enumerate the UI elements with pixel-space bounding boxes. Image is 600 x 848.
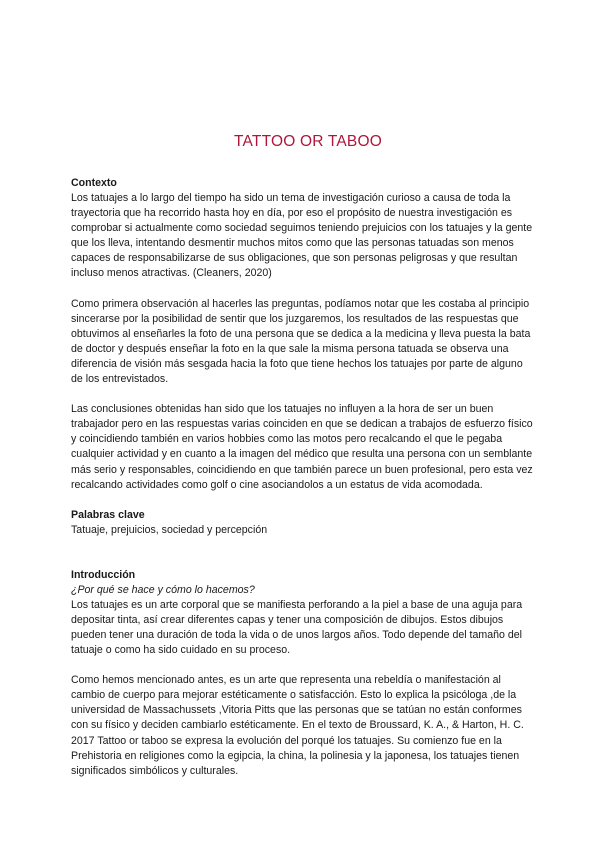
section-heading-palabras-clave: Palabras clave [71,508,145,521]
section-heading-introduccion: Introducción [71,568,136,581]
paragraph: Los tatuajes es un arte corporal que se manifiesta perforando a la piel a base de una aguja para depositar tinta, así crear diferentes capas y tener una composición de dibujos. Estos dibujos pueden tener una duración de toda la vida o de unos largos años. Todo depende del tamaño del tatuaje o como ha sido cuidado en su proceso. [71,598,523,657]
paragraph: Como hemos mencionado antes, es un arte que representa una rebeldía o manifestación al cambio de cuerpo para mejorar estéticamente o satisfacción. Esto lo explica la psicóloga ,de la universidad de Massachussets ,Vitoria Pitts que las personas que se tatúan no están conformes con su físico y deciden cambiarlo estéticamente. En el texto de Broussard, K. A., & Harton, H. C. 2017 Tattoo or taboo se expresa la evolución del porqué los tatuajes. Su comienzo fue en la Prehistoria en religiones como la egipcia, la china, la polinesia y la japonesa, los tatuajes tienen significados simbólicos y culturales. [71,674,524,777]
paragraph: Los tatuajes a lo largo del tiempo ha sido un tema de investigación curioso a causa de toda la trayectoria que ha recorrido hasta hoy en día, por eso el propósito de nuestra investigación es comprobar si actualmente como sociedad seguimos teniendo prejuicios con los tatuajes y la gente que los lleva, intentando desmentir muchos mitos como que las personas tatuadas son menos capaces de responsabilizarse de sus obligaciones, que son personas peligrosas y que resultan incluso menos atractivas. (Cleaners, 2020) [71,192,533,280]
section-subheading: ¿Por qué se hace y cómo lo hacemos? [71,583,255,596]
paragraph: Como primera observación al hacerles las preguntas, podíamos notar que les costaba al principio sincerarse por la posibilidad de sentir que los juzgaremos, los resultados de las respuestas que obtuvimos al enseñarles la foto de una persona que se dedica a la medicina y lleva puesta la bata de doctor y después enseñar la foto en la que sale la misma persona tatuada se observa una diferencia de visión más sesgada hacia la foto que tiene hechos los tatuajes por parte de alguno de los entrevistados. [71,297,531,386]
document-page [71,133,533,779]
keywords-text: Tatuaje, prejuicios, sociedad y percepción [71,523,268,536]
section-heading-contexto: Contexto [71,177,117,189]
paragraph: Las conclusiones obtenidas han sido que los tatuajes no influyen a la hora de ser un buen trabajador pero en las respuestas varias coinciden en que se dedican a trabajos de esfuerzo físico y coincidiendo también en varios hobbies como las motos pero recalcando el que le pegaba cualquier actividad y en cuanto a la imagen del médico que resulta una persona con un semblante más serio y responsables, coincidiendo en que también parece un buen profesional, pero esta vez recalcando actividades como golf o cine asociandolos a un estatus de vida acomodada. [71,403,533,491]
document-title: TATTOO OR TABOO [234,133,382,150]
